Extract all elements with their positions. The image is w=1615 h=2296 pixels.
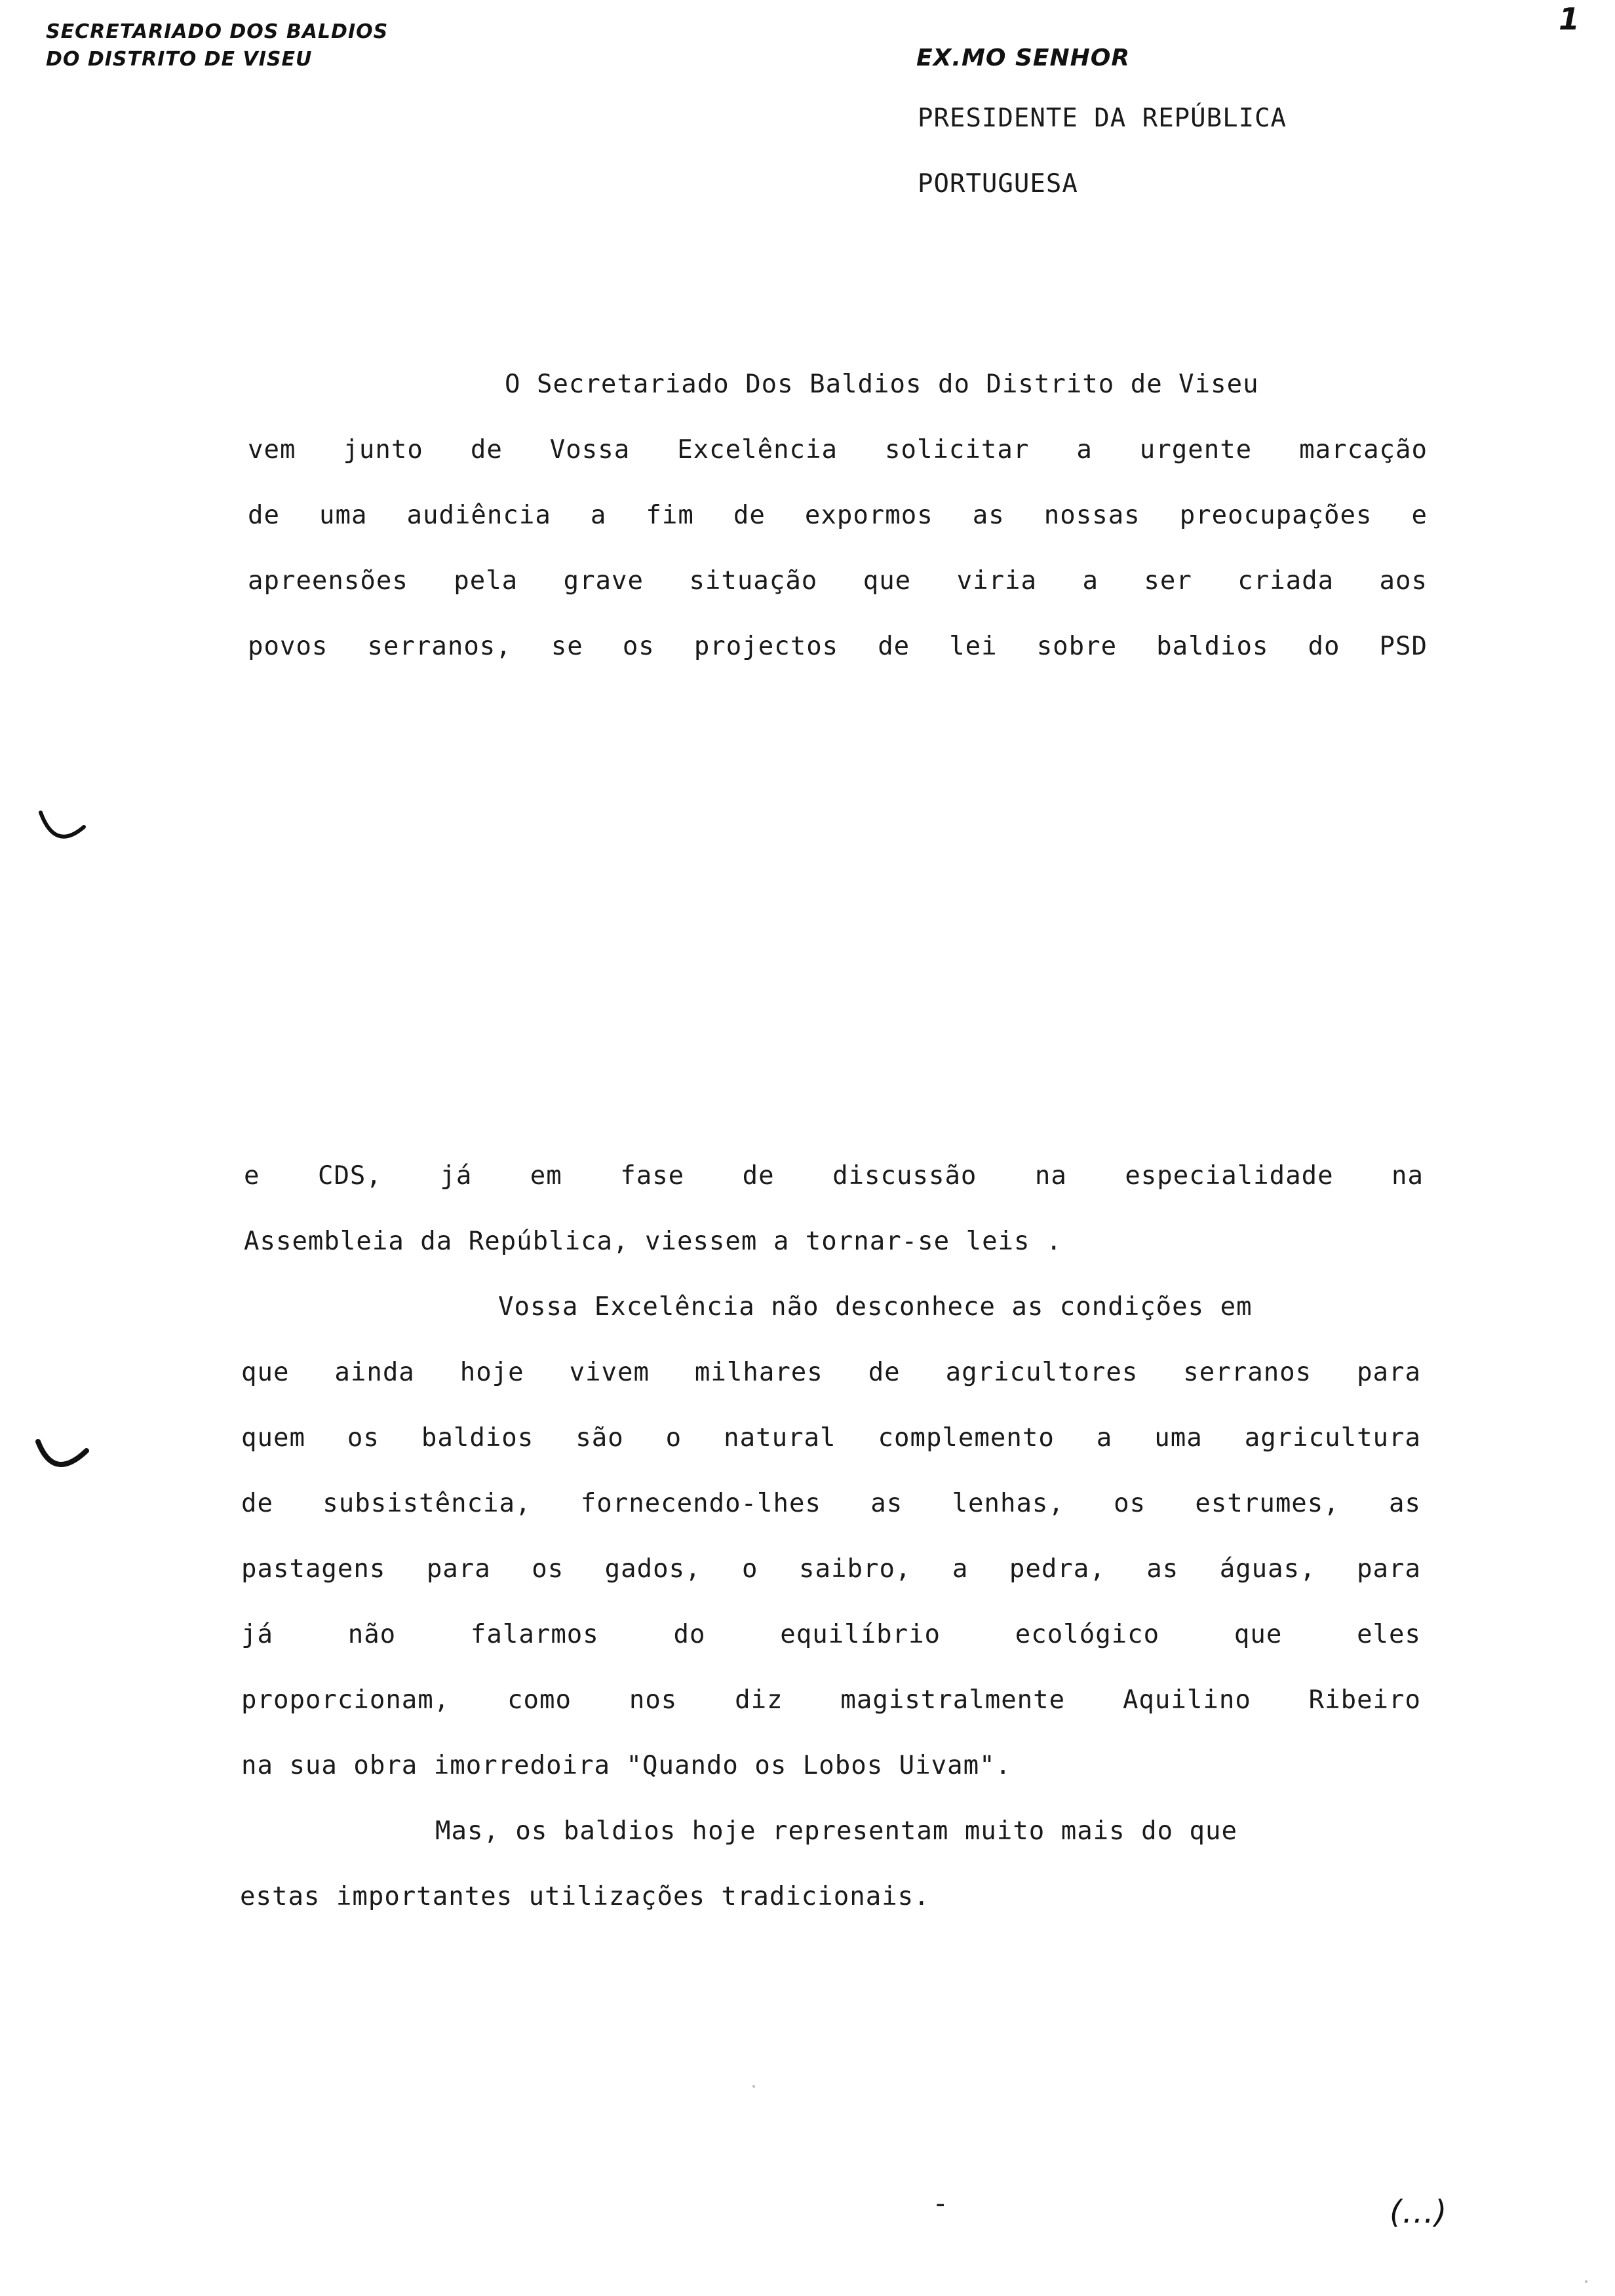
body-line-7: Assembleia da República, viessem a tornar-se leis . bbox=[244, 1227, 1062, 1256]
body-line-6: e CDS, já em fase de discussão na especialidade na bbox=[244, 1161, 1424, 1191]
body-line-3: de uma audiência a fim de expormos as nossas preocupações e bbox=[248, 501, 1428, 530]
body-line-8: Vossa Excelência não desconhece as condições em bbox=[498, 1292, 1253, 1322]
body-line-17: estas importantes utilizações tradicionais. bbox=[240, 1882, 930, 1911]
scan-speck bbox=[1585, 2280, 1587, 2283]
body-line-2: vem junto de Vossa Excelência solicitar a urgente marcação bbox=[248, 435, 1428, 465]
sender-line-2: DO DISTRITO DE VISEU bbox=[46, 48, 313, 71]
body-line-14: proporcionam, como nos diz magistralmente Aquilino Ribeiro bbox=[241, 1685, 1421, 1715]
body-line-9: que ainda hoje vivem milhares de agricultores serranos para bbox=[241, 1358, 1421, 1387]
body-line-16: Mas, os baldios hoje representam muito mais do que bbox=[435, 1816, 1237, 1846]
body-line-12: pastagens para os gados, o saibro, a pedra, as águas, para bbox=[241, 1554, 1421, 1584]
body-line-4: apreensões pela grave situação que viria a ser criada aos bbox=[248, 566, 1428, 596]
hole-punch-mark-upper bbox=[41, 813, 84, 837]
footer-dash: - bbox=[932, 2187, 950, 2219]
body-line-1: O Secretariado Dos Baldios do Distrito de Viseu bbox=[505, 370, 1259, 399]
handwritten-salutation: EX.MO SENHOR bbox=[916, 45, 1131, 71]
addressee-line-2: PORTUGUESA bbox=[918, 169, 1078, 199]
body-line-11: de subsistência, fornecendo-lhes as lenhas, os estrumes, as bbox=[241, 1489, 1421, 1518]
body-line-13: já não falarmos do equilíbrio ecológico que eles bbox=[241, 1620, 1421, 1649]
body-line-15: na sua obra imorredoira "Quando os Lobos Uivam". bbox=[241, 1751, 1012, 1780]
hole-punch-mark-lower bbox=[38, 1442, 87, 1464]
body-line-10: quem os baldios são o natural complemento a uma agricultura bbox=[241, 1423, 1421, 1453]
addressee-line-1: PRESIDENTE DA REPÚBLICA bbox=[918, 104, 1287, 133]
continuation-mark: (...) bbox=[1390, 2194, 1448, 2230]
sender-line-1: SECRETARIADO DOS BALDIOS bbox=[46, 20, 389, 43]
body-line-5: povos serranos, se os projectos de lei sobre baldios do PSD bbox=[248, 632, 1428, 661]
page-number: 1 bbox=[1559, 1, 1581, 37]
scan-speck bbox=[752, 2085, 755, 2088]
